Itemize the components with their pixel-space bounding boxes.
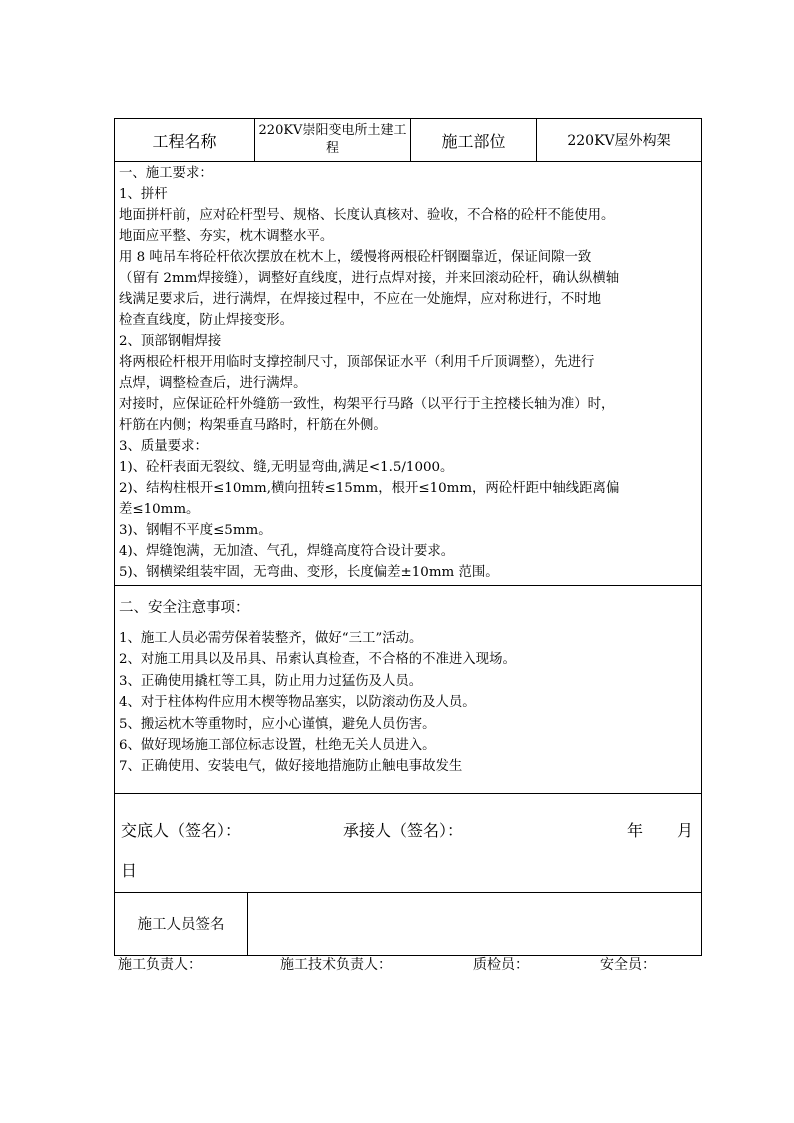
staff-signature-label: 施工人员签名 <box>115 893 248 955</box>
safety-title: 二、安全注意事项： <box>119 600 250 616</box>
safety-item: 2、对施工用具以及吊具、吊索认真检查，不合格的不准进入现场。 <box>119 652 516 668</box>
req-line: 3)、钢帽不平度≤5mm。 <box>119 523 272 538</box>
project-name-value: 220KV崇阳变电所土建工程 <box>255 119 411 161</box>
safety-item: 3、正确使用撬杠等工具，防止用力过猛伤及人员。 <box>119 673 423 689</box>
req-line: 一、施工要求： <box>119 166 213 181</box>
staff-signature-field[interactable] <box>248 893 701 955</box>
req-line: 线满足要求后，进行满焊，在焊接过程中，不应在一处施焊，应对称进行，不时地 <box>119 292 602 307</box>
safety-item: 4、对于柱体构件应用木楔等物品塞实，以防滚动伤及人员。 <box>119 695 476 711</box>
req-line: 2、顶部钢帽焊接 <box>119 334 222 349</box>
req-line: 地面拼杆前，应对砼杆型号、规格、长度认真核对、验收，不合格的砼杆不能使用。 <box>119 208 615 223</box>
construction-requirements <box>115 162 701 586</box>
req-line: 1)、砼杆表面无裂纹、缝,无明显弯曲,满足<1.5/1000。 <box>119 460 454 475</box>
safety-item: 1、施工人员必需劳保着装整齐，做好“三工”活动。 <box>119 631 423 646</box>
project-name-label: 工程名称 <box>115 119 255 161</box>
signature-row <box>115 794 701 893</box>
req-line: 3、质量要求： <box>119 439 208 454</box>
req-line: 1、拼杆 <box>119 187 168 202</box>
day-label: 日 <box>121 860 138 880</box>
req-line: 用 8 吨吊车将砼杆依次摆放在枕木上，缓慢将两根砼杆钢圈靠近，保证间隙一致 <box>119 250 592 265</box>
month-label: 月 <box>677 820 694 840</box>
tech-lead: 施工技术负责人： <box>280 957 392 973</box>
footer-roles <box>118 954 698 974</box>
staff-signature-row <box>115 893 701 955</box>
qc-inspector: 质检员： <box>473 957 529 973</box>
construction-lead: 施工负责人： <box>118 957 202 973</box>
safety-item: 7、正确使用、安装电气，做好接地措施防止触电事故发生 <box>119 759 463 775</box>
req-line: 对接时，应保证砼杆外缝筋一致性，构架平行马路（以平行于主控楼长轴为准）时， <box>119 397 615 412</box>
year-label: 年 <box>627 820 644 840</box>
req-line: 检查直线度，防止焊接变形。 <box>119 313 294 328</box>
req-line: 地面应平整、夯实，枕木调整水平。 <box>119 229 334 244</box>
req-line: （留有 2mm焊接缝），调整好直线度，进行点焊对接，并来回滚动砼杆，确认纵横轴 <box>119 271 620 286</box>
req-line: 4)、焊缝饱满，无加渣、气孔，焊缝高度符合设计要求。 <box>119 544 455 559</box>
receiver-signature: 承接人（签名）： <box>343 820 464 840</box>
req-line: 2)、结构柱根开≤10mm,横向扭转≤15mm，根开≤10mm，两砼杆距中轴线距离偏 <box>119 481 620 496</box>
req-line: 5)、钢横梁组装牢固，无弯曲、变形，长度偏差±10mm 范围。 <box>119 565 499 580</box>
safety-item: 6、做好现场施工部位标志设置，杜绝无关人员进入。 <box>119 738 436 754</box>
req-line: 杆筋在内侧；构架垂直马路时，杆筋在外侧。 <box>119 418 387 433</box>
header-row <box>115 119 701 162</box>
disclosure-form <box>114 118 702 956</box>
safety-notes <box>115 586 701 794</box>
req-line: 点焊，调整检查后，进行满焊。 <box>119 376 307 391</box>
req-line: 差≤10mm。 <box>119 502 200 517</box>
safety-officer: 安全员： <box>600 957 656 973</box>
handover-signature: 交底人（签名）： <box>121 820 242 840</box>
work-part-label: 施工部位 <box>411 119 537 161</box>
safety-item: 5、搬运枕木等重物时，应小心谨慎，避免人员伤害。 <box>119 716 436 732</box>
req-line: 将两根砼杆根开用临时支撑控制尺寸，顶部保证水平（利用千斤顶调整），先进行 <box>119 355 595 370</box>
work-part-value: 220KV屋外构架 <box>567 133 671 149</box>
